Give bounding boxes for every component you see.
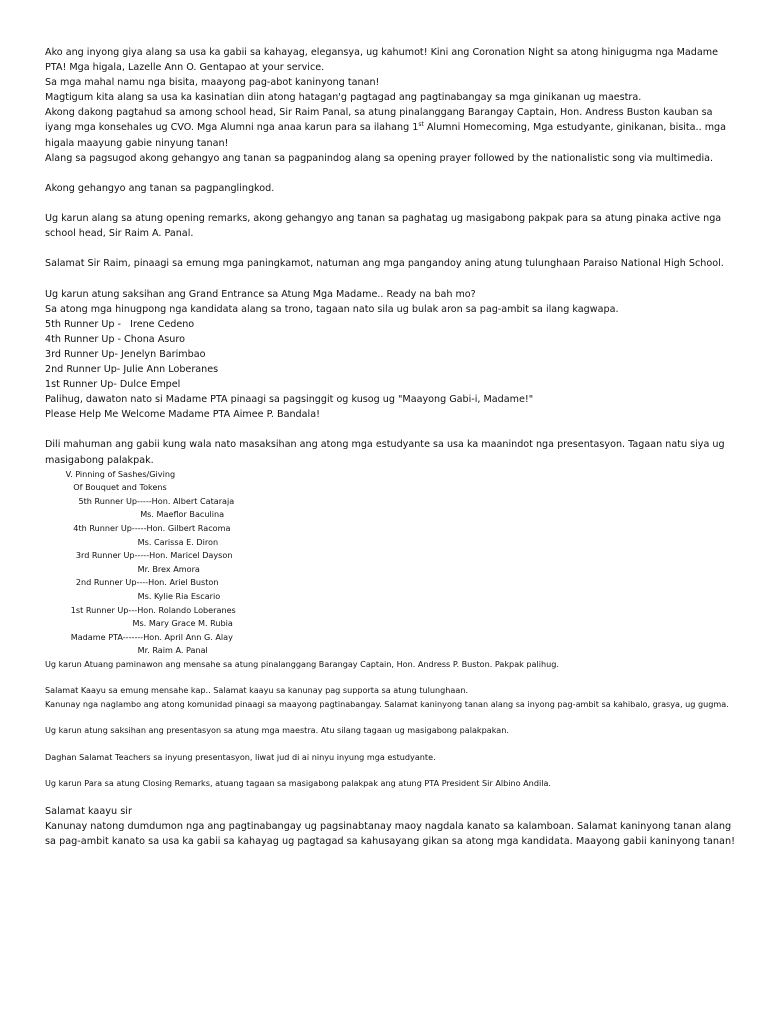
pinning-entry: Madame PTA-------Hon. April Ann G. Alay bbox=[45, 631, 233, 642]
teachers-presentation-paragraph: Ug karun atung saksihan ang presentasyon sa atung mga maestra. Atu silang tagaan ug masigabong palakpakan. bbox=[45, 725, 509, 736]
thanks-teachers-paragraph: Daghan Salamat Teachers sa inyung presentasyon, liwat jud di ai ninyu inyung mga estudyante. bbox=[45, 751, 436, 762]
grand-entrance-line: Please Help Me Welcome Madame PTA Aimee P. Bandala! bbox=[45, 409, 320, 421]
welcome-paragraph bbox=[45, 105, 735, 150]
runner-up-line: 5th Runner Up - Irene Cedeno bbox=[45, 318, 195, 330]
welcome-text-cont: Alumni Homecoming, Mga estudyante, ginikanan, bisita.. mga higala maayung gabie ninyung tanan! bbox=[45, 122, 727, 149]
thanks-kap-line: Salamat Kaayu sa emung mensahe kap.. Salamat kaayu sa kanunay pag supporta sa atung tulunghaan. bbox=[45, 685, 469, 696]
pinning-entry: Ms. Carissa E. Diron bbox=[45, 536, 219, 547]
final-paragraph: Kanunay natong dumdumon nga ang pagtinabangay ug pagsinabtanay maoy nagdala kanato sa kalamboan. Salamat kaninyong tanan alang sa pag-ambit kanato sa usa ka gabii sa kahayag ug pagtagad sa kahusayang gikan sa atong mga kandidata. Maayong gabii kaninyong tanan! bbox=[45, 821, 736, 848]
pinning-entry: 5th Runner Up-----Hon. Albert Cataraja bbox=[45, 495, 235, 506]
pinning-entry: 2nd Runner Up----Hon. Ariel Buston bbox=[45, 577, 219, 588]
intro-line: Ako ang inyong giya alang sa usa ka gabii sa kahayag, elegansya, ug kahumot! Kini ang Coronation Night sa atong hinigugma nga Madame PTA! Mga higala, Lazelle Ann O. Gentapao at your service. bbox=[45, 47, 718, 74]
pinning-list bbox=[45, 468, 735, 658]
pinning-entry: Ms. Mary Grace M. Rubia bbox=[45, 618, 233, 629]
thanks-raim-paragraph: Salamat Sir Raim, pinaagi sa emung mga paningkamot, natuman ang mga pangandoy aning atung tulunghaan Paraiso National High School. bbox=[45, 258, 724, 270]
pinning-entry: Ms. Kylie Ria Escario bbox=[45, 590, 221, 601]
runner-up-line: 4th Runner Up - Chona Asuro bbox=[45, 333, 185, 345]
welcome-text: Akong dakong pagtahud sa among school head, Sir Raim Panal, sa atung pinalanggang Barangay Captain, Hon. Andress Buston kauban sa iyang mga konsehales ug CVO. Mga Alumni nga anaa karun para sa ilahang 1 bbox=[45, 107, 713, 134]
pinning-entry: Ms. Maeflor Baculina bbox=[45, 509, 225, 520]
thanks-service-paragraph: Akong gehangyo ang tanan sa pagpanglingkod. bbox=[45, 182, 275, 194]
runner-up-line: 1st Runner Up- Dulce Empel bbox=[45, 379, 181, 391]
runner-up-line: 2nd Runner Up- Julie Ann Loberanes bbox=[45, 363, 219, 375]
closing-remarks-paragraph: Ug karun Para sa atung Closing Remarks, atuang tagaan sa masigabong palakpak ang atung PTA President Sir Albino Andila. bbox=[45, 778, 551, 789]
pinning-heading: Of Bouquet and Tokens bbox=[45, 482, 167, 493]
ordinal-superscript: st bbox=[418, 121, 424, 129]
opening-remarks-paragraph: Ug karun alang sa atung opening remarks, akong gehangyo ang tanan sa paghatag ug masigabong pakpak para sa atung pinaka active nga school head, Sir Raim A. Panal. bbox=[45, 213, 722, 240]
presentation-paragraph: Dili mahuman ang gabii kung wala nato masaksihan ang atong mga estudyante sa usa ka maanindot nga presentasyon. Tagaan natu siya ug masigabong palakpak. bbox=[45, 439, 725, 466]
pinning-entry: 4th Runner Up-----Hon. Gilbert Racoma bbox=[45, 523, 231, 533]
intro-line: Magtigum kita alang sa usa ka kasinatian diin atong hatagan'g pagtagad ang pagtinabangay sa mga ginikanan ug maestra. bbox=[45, 92, 642, 104]
final-line: Salamat kaayu sir bbox=[45, 805, 132, 817]
document-page bbox=[45, 45, 735, 850]
pinning-heading: V. Pinning of Sashes/Giving bbox=[45, 468, 176, 479]
grand-entrance-line: Sa atong mga hinugpong nga kandidata alang sa trono, tagaan nato sila ug bulak aron sa pag-ambit sa ilang kagwapa. bbox=[45, 303, 619, 315]
grand-entrance-line: Ug karun atung saksihan ang Grand Entrance sa Atung Mga Madame.. Ready na bah mo? bbox=[45, 288, 476, 300]
prayer-paragraph: Alang sa pagsugod akong gehangyo ang tanan sa pagpanindog alang sa opening prayer followed by the nationalistic song via multimedia. bbox=[45, 152, 714, 164]
runner-up-line: 3rd Runner Up- Jenelyn Barimbao bbox=[45, 348, 206, 360]
thanks-kap-line: Kanunay nga naglambo ang atong komunidad pinaagi sa maayong pagtinabangay. Salamat kaninyong tanan alang sa inyong pag-ambit sa kahibalo, grasya, ug gugma. bbox=[45, 698, 729, 709]
pinning-entry: 3rd Runner Up-----Hon. Maricel Dayson bbox=[45, 550, 233, 561]
captain-message-paragraph: Ug karun Atuang paminawon ang mensahe sa atung pinalanggang Barangay Captain, Hon. Andress P. Buston. Pakpak palihug. bbox=[45, 658, 559, 669]
grand-entrance-line: Palihug, dawaton nato si Madame PTA pinaagi sa pagsinggit og kusog ug "Maayong Gabi-i, Madame!" bbox=[45, 394, 534, 406]
intro-line: Sa mga mahal namu nga bisita, maayong pag-abot kaninyong tanan! bbox=[45, 77, 380, 89]
pinning-entry: 1st Runner Up---Hon. Rolando Loberanes bbox=[45, 604, 236, 615]
pinning-entry: Mr. Brex Amora bbox=[45, 563, 200, 574]
pinning-entry: Mr. Raim A. Panal bbox=[45, 645, 208, 656]
